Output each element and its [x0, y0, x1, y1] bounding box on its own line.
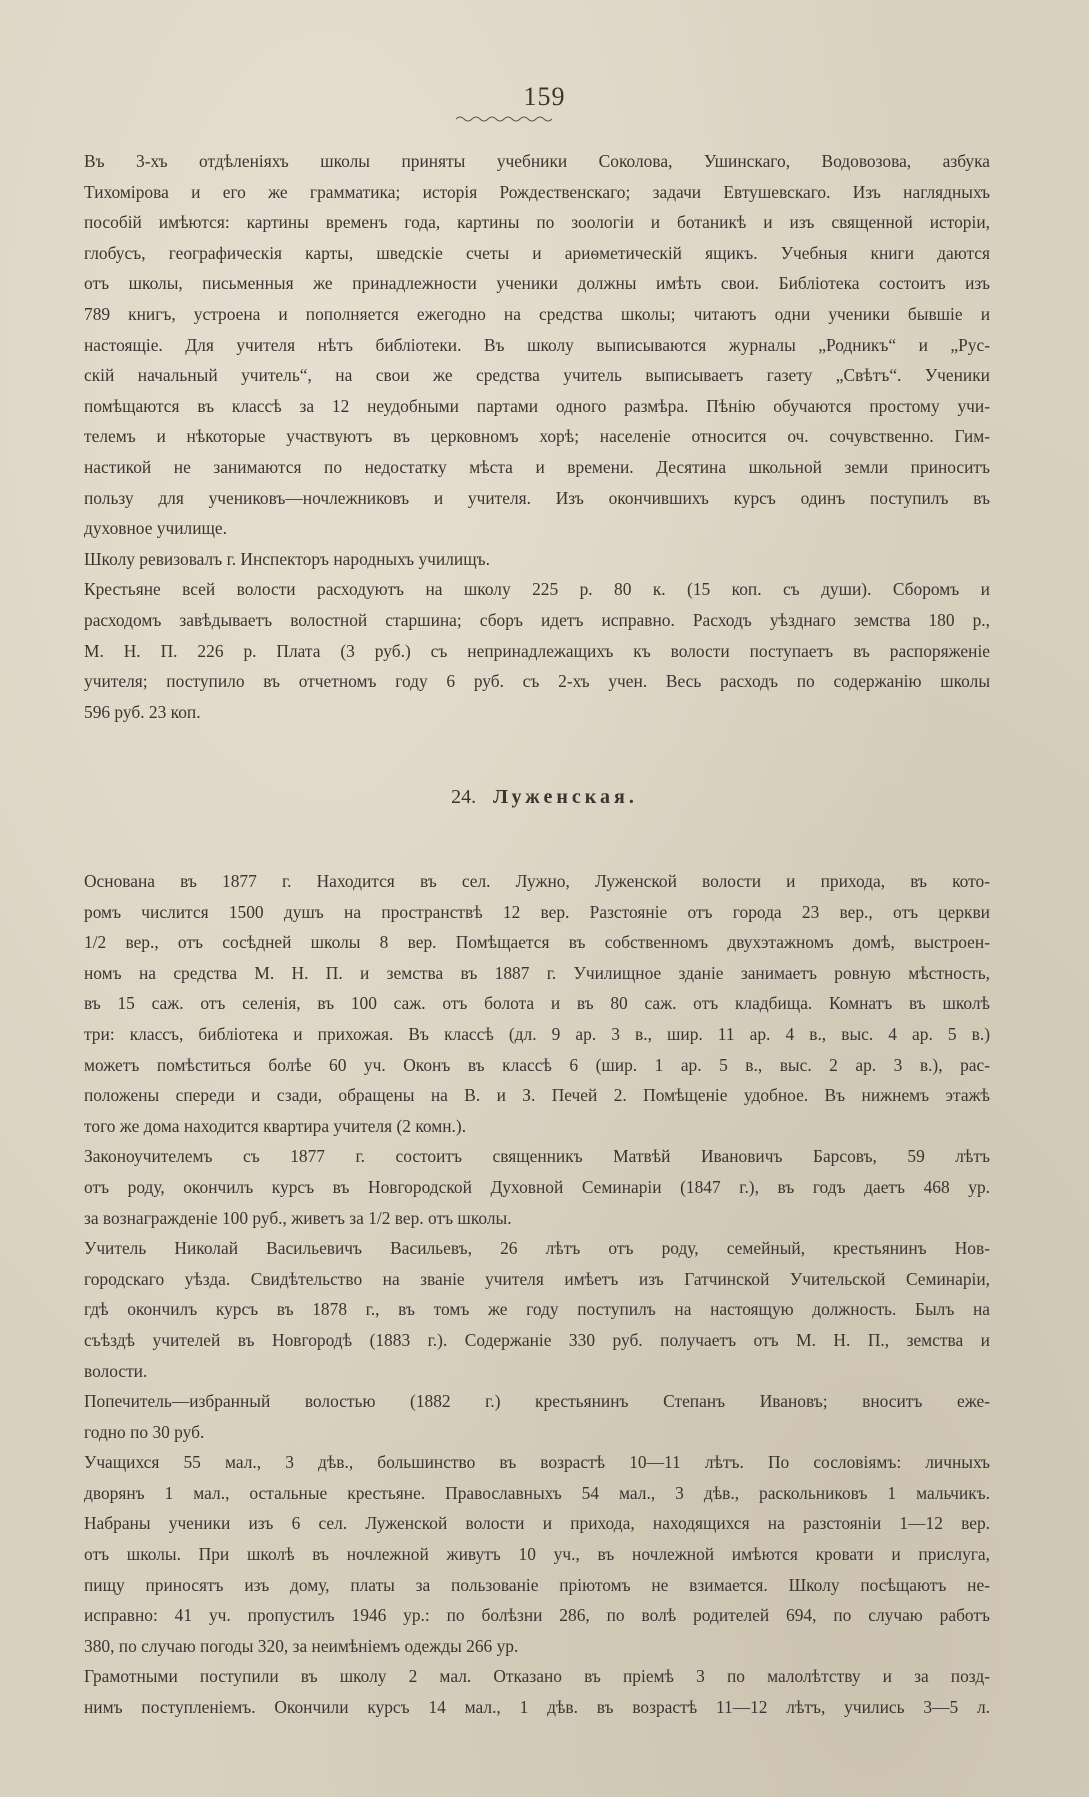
text-line: Школу ревизовалъ г. Инспекторъ народныхъ училищъ.	[84, 548, 490, 569]
text-line: Основана въ 1877 г. Находится въ сел. Лужно, Луженской волости и прихода, въ кото-	[84, 871, 990, 891]
school-description-text	[84, 146, 990, 727]
text-line: Въ 3-хъ отдѣленіяхъ школы приняты учебники Соколова, Ушинскаго, Водовозова, азбука	[84, 151, 990, 171]
section-title: Луженская.	[493, 786, 638, 808]
text-line: дворянъ 1 мал., остальные крестьяне. Православныхъ 54 мал., 3 дѣв., раскольниковъ 1 мальчикъ.	[84, 1482, 990, 1503]
text-line: Попечитель—избранный волостью (1882 г.) крестьянинъ Степанъ Ивановъ; вноситъ еже-	[84, 1391, 990, 1412]
text-line: нимъ поступленіемъ. Окончили курсъ 14 мал., 1 дѣв. въ возрастѣ 11—12 лѣтъ, учились 3—5 л.	[84, 1697, 990, 1718]
text-line: глобусъ, географическія карты, шведскіе счеты и ариѳметическій ящикъ. Учебныя книги даются	[84, 242, 990, 263]
text-line: можетъ помѣститься болѣе 60 уч. Оконъ въ классѣ 6 (шир. 1 ар. 5 в., выс. 2 ар. 3 в.), рас-	[84, 1054, 990, 1075]
text-line: волости.	[84, 1360, 148, 1381]
text-line: 789 книгъ, устроена и пополняется ежегодно на средства школы; читаютъ одни ученики бывшіе и	[84, 303, 990, 324]
text-line: отъ роду, окончилъ курсъ въ Новгородской Духовной Семинаріи (1847 г.), въ годъ даетъ 468 ур.	[84, 1176, 990, 1197]
text-line: настикой не занимаются по недостатку мѣста и времени. Десятина школьной земли приноситъ	[84, 456, 990, 477]
text-line: Учащихся 55 мал., 3 дѣв., большинство въ возрастѣ 10—11 лѣтъ. По сословіямъ: личныхъ	[84, 1452, 990, 1473]
text-line: отъ школы, письменныя же принадлежности ученики должны имѣть свои. Библіотека состоитъ изъ	[84, 273, 990, 294]
text-line: телемъ и нѣкоторые участвуютъ въ церковномъ хорѣ; населеніе относится оч. сочувственно. Гим-	[84, 426, 990, 447]
text-line: годно по 30 руб.	[84, 1421, 205, 1442]
text-line: расходомъ завѣдываетъ волостной старшина; сборъ идетъ исправно. Расходъ уѣзднаго земства 180 р.,	[84, 609, 990, 630]
text-line: положены спереди и сзади, обращены на В. и З. Печей 2. Помѣщеніе удобное. Въ нижнемъ этажѣ	[84, 1085, 990, 1106]
ornament-divider	[454, 114, 554, 124]
text-line: за вознагражденіе 100 руб., живетъ за 1/2 вер. отъ школы.	[84, 1207, 512, 1228]
text-line: Тихоміpова и его же грамматика; исторія Рождественскаго; задачи Евтушевскаго. Изъ наглядныхъ	[84, 181, 990, 202]
text-line: гдѣ окончилъ курсъ въ 1878 г., въ томъ же году поступилъ на настоящую должность. Былъ на	[84, 1299, 990, 1320]
section-heading	[0, 786, 1089, 809]
page-number: 159	[523, 82, 566, 111]
text-line: настоящіе. Для учителя нѣтъ библіотеки. Въ школу выписываются журналы „Родникъ“ и „Рус-	[84, 334, 990, 355]
text-line: М. Н. П. 226 р. Плата (3 руб.) съ непринадлежащихъ къ волости поступаетъ въ распоряженіе	[84, 640, 990, 661]
text-line: три: классъ, библіотека и прихожая. Въ классѣ (дл. 9 ар. 3 в., шир. 11 ар. 4 в., выс. 4 ар. 5 в.)	[84, 1023, 990, 1044]
text-line: пользу для учениковъ—ночлежниковъ и учителя. Изъ окончившихъ курсъ одинъ поступилъ въ	[84, 487, 990, 508]
text-line: съѣздѣ учителей въ Новгородѣ (1883 г.). Содержаніе 330 руб. получаетъ отъ М. Н. П., земства и	[84, 1329, 990, 1350]
text-line: 1/2 вер., отъ сосѣдней школы 8 вер. Помѣщается въ собственномъ двухэтажномъ домѣ, выстроен-	[84, 932, 990, 953]
text-line: помѣщаются въ классѣ за 12 неудобными партами одного размѣра. Пѣнію обучаются простому учи-	[84, 395, 990, 416]
text-line: номъ на средства М. Н. П. и земства въ 1887 г. Училищное зданіе занимаетъ ровную мѣстность,	[84, 962, 990, 983]
text-line: Крестьяне всей волости расходуютъ на школу 225 р. 80 к. (15 коп. съ души). Сборомъ и	[84, 579, 990, 600]
text-line: учителя; поступило въ отчетномъ году 6 руб. съ 2-хъ учен. Весь расходъ по содержанію школы	[84, 671, 990, 692]
text-line: пищу приносятъ изъ дому, платы за пользованіе пріютомъ не взимается. Школу посѣщаютъ не-	[84, 1574, 990, 1595]
text-line: духовное училище.	[84, 518, 227, 539]
text-line: Учитель Николай Васильевичъ Васильевъ, 26 лѣтъ отъ роду, семейный, крестьянинъ Нов-	[84, 1238, 990, 1259]
text-line: скій начальный учитель“, на свои же средства учитель выписываетъ газету „Свѣтъ“. Ученики	[84, 365, 990, 386]
section-number: 24.	[451, 786, 477, 808]
text-line: ромъ числится 1500 душъ на пространствѣ 12 вер. Разстояніе отъ города 23 вер., отъ церкви	[84, 901, 990, 922]
text-line: исправно: 41 уч. пропустилъ 1946 ур.: по болѣзни 286, по волѣ родителей 694, по случаю работъ	[84, 1605, 990, 1626]
text-line: 380, по случаю погоды 320, за неимѣніемъ одежды 266 ур.	[84, 1635, 519, 1656]
text-line: Грамотными поступили въ школу 2 мал. Отказано въ пріемѣ 3 по малолѣтству и за позд-	[84, 1666, 990, 1687]
text-line: Законоучителемъ съ 1877 г. состоитъ священникъ Матвѣй Ивановичъ Барсовъ, 59 лѣтъ	[84, 1146, 990, 1167]
text-line: того же дома находится квартира учителя (2 комн.).	[84, 1115, 467, 1136]
text-line: Набраны ученики изъ 6 сел. Луженской волости и прихода, находящихся на разстояніи 1—12 вер.	[84, 1513, 990, 1534]
text-line: городскаго уѣзда. Свидѣтельство на званіе учителя имѣетъ изъ Гатчинской Учительской Семинаріи,	[84, 1268, 990, 1289]
text-line: пособій имѣются: картины временъ года, картины по зоологіи и ботаникѣ и изъ священной исторіи,	[84, 212, 990, 233]
luzhenskaya-school-text	[84, 866, 990, 1723]
text-line: отъ школы. При школѣ въ ночлежной живутъ 10 уч., въ ночлежной имѣются кровати и прислуга,	[84, 1544, 990, 1565]
text-line: въ 15 саж. отъ селенія, въ 100 саж. отъ болота и въ 80 саж. отъ кладбища. Комнатъ въ школѣ	[84, 993, 990, 1014]
text-line: 596 руб. 23 коп.	[84, 701, 201, 722]
